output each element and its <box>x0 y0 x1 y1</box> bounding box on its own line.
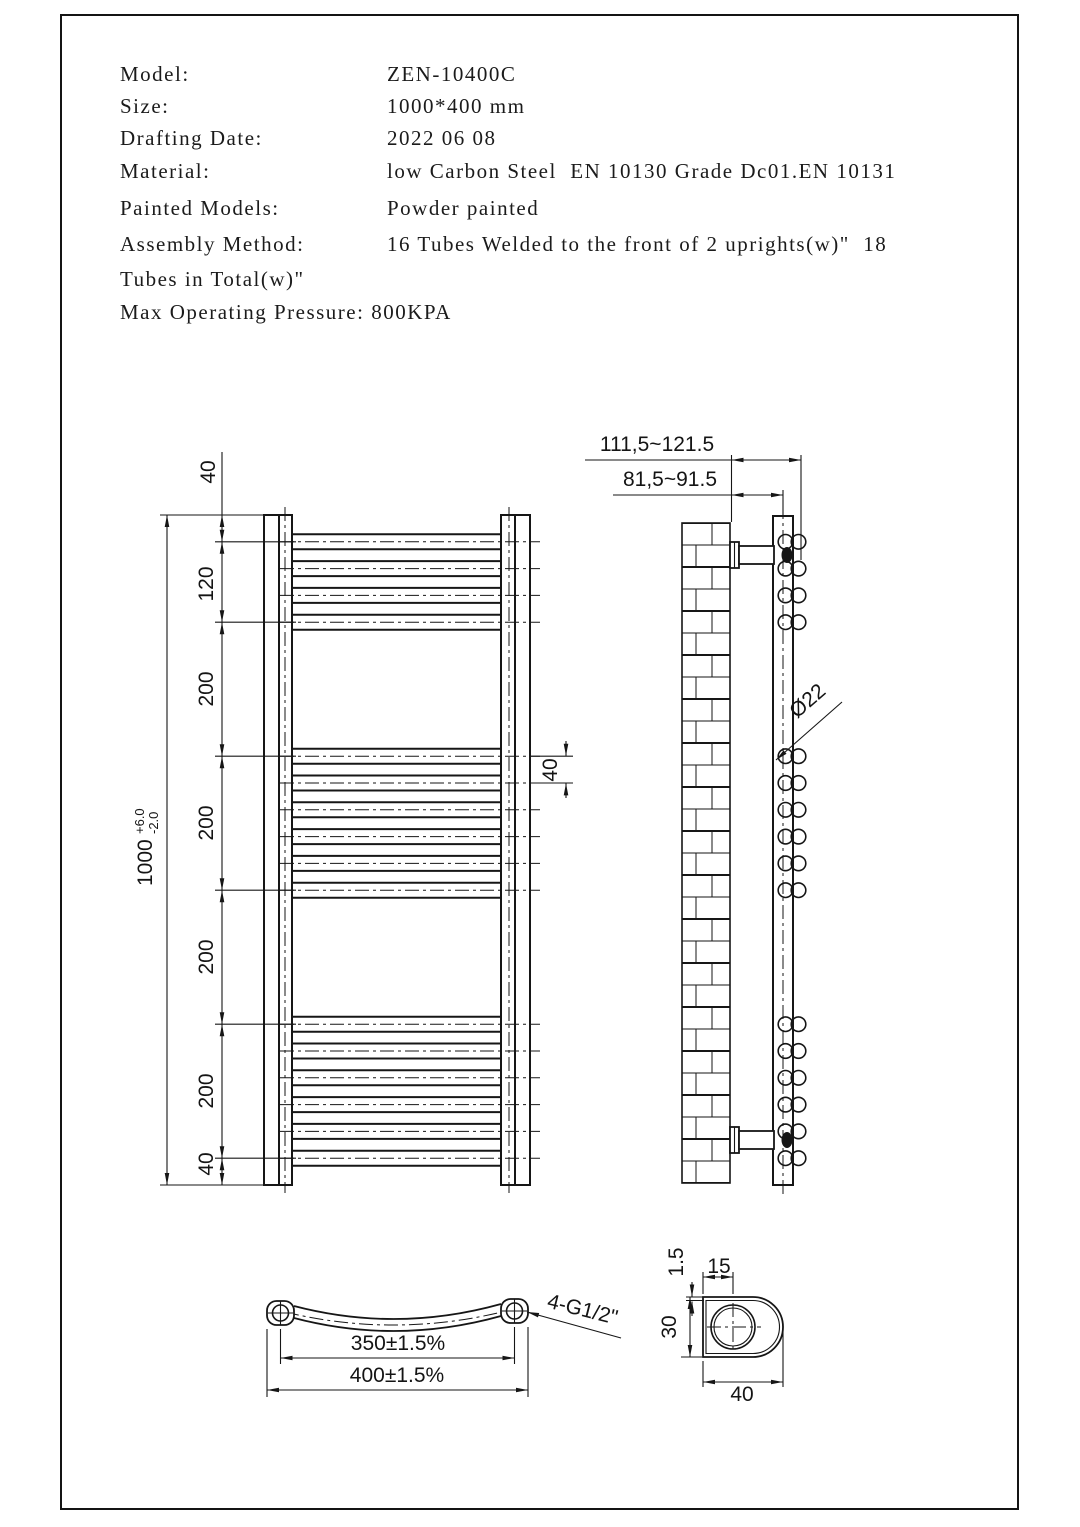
dim-tube-pitch: 40 <box>539 758 562 782</box>
dim-mid-group: 200 <box>195 805 218 841</box>
dim-thread: 4-G1/2" <box>545 1289 621 1330</box>
dim-bottom-offset: 40 <box>195 1152 218 1176</box>
dim-overall-height <box>132 808 161 886</box>
dim-flat-width: 15 <box>707 1255 731 1278</box>
spec-value: 16 Tubes Welded to the front of 2 uprights(w)" 18 <box>387 232 888 256</box>
dim-wall-to-rear: 81,5~91.5 <box>622 468 718 491</box>
dim-top-group: 120 <box>195 566 218 602</box>
spec-value: Powder painted <box>387 196 540 220</box>
spec-label: Material: <box>120 159 211 183</box>
side-view <box>585 433 842 1196</box>
dim-tolerance-minus: -2.0 <box>146 811 161 834</box>
bottom-view <box>267 1290 621 1397</box>
dim-depth: 30 <box>658 1315 681 1339</box>
spec-label: Model: <box>120 62 190 86</box>
detail-view <box>658 1247 783 1406</box>
spec-value: 2022 06 08 <box>387 126 497 150</box>
dim-wall-to-front: 111,5~121.5 <box>599 433 715 456</box>
wall-section <box>682 523 730 1183</box>
dim-tolerance-plus: +6.0 <box>132 808 147 834</box>
spec-value: ZEN-10400C <box>387 62 517 86</box>
right-connection <box>501 1299 528 1323</box>
spec-label: Painted Models: <box>120 196 280 220</box>
spec-value: 1000*400 mm <box>387 94 526 118</box>
dim-overall-width: 400±1.5% <box>349 1364 445 1387</box>
spec-label: Size: <box>120 94 170 118</box>
dim-width: 40 <box>730 1383 754 1406</box>
dim-tube-centres: 350±1.5% <box>350 1332 446 1355</box>
bottom-dimensions <box>267 1290 621 1397</box>
spec-value: low Carbon Steel EN 10130 Grade Dc01.EN 10131 <box>387 159 897 183</box>
dim-gap-1: 200 <box>195 671 218 707</box>
svg-text:1000: 1000 <box>134 839 157 886</box>
spec-label: Tubes in Total(w)" <box>120 267 305 291</box>
tube-top-edge <box>294 1304 501 1319</box>
dim-gap-2: 200 <box>195 939 218 975</box>
spec-label: Assembly Method: <box>120 232 305 256</box>
dim-wall-thickness: 1.5 <box>665 1247 688 1277</box>
dim-top-offset: 40 <box>197 460 220 484</box>
left-connection <box>267 1301 294 1325</box>
spec-label: Max Operating Pressure: 800KPA <box>120 300 452 324</box>
front-view <box>132 452 573 1193</box>
dim-bottom-group: 200 <box>195 1073 218 1109</box>
spec-label: Drafting Date: <box>120 126 263 150</box>
dim-tube-diameter: Ø22 <box>785 679 831 723</box>
